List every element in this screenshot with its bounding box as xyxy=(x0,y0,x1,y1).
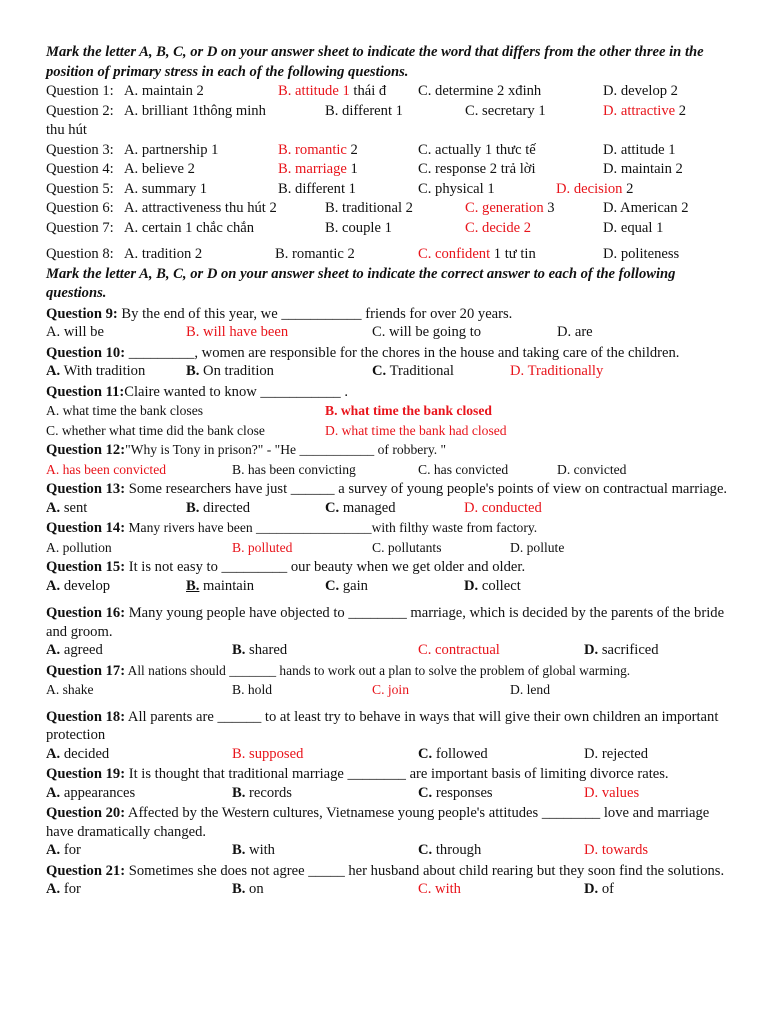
option-a: A. sent xyxy=(46,499,88,516)
option-a: A. pollution xyxy=(46,539,112,555)
option-a: A. shake xyxy=(46,682,94,697)
option-c: C. actually 1 thưc tế xyxy=(418,141,536,158)
option-b: B. what time the bank closed xyxy=(325,403,492,418)
option-c: C. gain xyxy=(325,577,368,594)
option-d: D. values xyxy=(584,784,640,801)
question-label: Question 6: xyxy=(46,200,114,216)
option-c: C. generation 3 xyxy=(465,200,555,216)
option-b: B. couple 1 xyxy=(325,219,392,236)
option-a: A. for xyxy=(46,881,81,897)
options-row-17 xyxy=(46,680,736,700)
option-b: B. shared xyxy=(232,642,288,658)
question-stem-16: Question 16: Many young people have objected to ________ marriage, which is decided by the parents of the bride and groom. xyxy=(46,605,725,640)
options-row-13 xyxy=(46,499,736,519)
option-c: C. decide 2 xyxy=(465,219,532,236)
option-c: C. response 2 trả lời xyxy=(418,161,536,177)
question-row-1 xyxy=(46,82,736,102)
options-row-9 xyxy=(46,323,736,343)
option-d: D. convicted xyxy=(557,461,627,477)
option-a: A. partnership 1 xyxy=(124,141,219,158)
option-a: A. agreed xyxy=(46,642,103,658)
option-c: C. with xyxy=(418,881,461,897)
worksheet-page xyxy=(46,43,736,900)
options-row-14 xyxy=(46,538,736,558)
section2-instruction: Mark the letter A, B, C, or D on your answer sheet to indicate the correct answer to each of the following questions. xyxy=(46,265,676,301)
question-row-7 xyxy=(46,219,736,239)
option-a: A. brilliant 1thông minh xyxy=(124,102,266,119)
option-d: D. towards xyxy=(584,842,649,858)
options-row-18 xyxy=(46,745,736,765)
option-b: B. On tradition xyxy=(186,363,274,379)
option-a: A. believe 2 xyxy=(124,161,195,177)
option-a: A. attractiveness thu hút 2 xyxy=(124,200,277,216)
option-c: C. Traditional xyxy=(372,363,454,379)
question-stem-13: Question 13: Some researchers have just ______ a survey of young people's points of view on contractual marriage. xyxy=(46,481,728,497)
option-a: A. summary 1 xyxy=(124,180,208,197)
option-a: A. will be xyxy=(46,324,104,340)
option-d: D. decision 2 xyxy=(556,180,634,197)
options-row-11b xyxy=(46,421,736,441)
question-stem-18: Question 18: All parents are ______ to at least try to behave in ways that will give their own children an important protection xyxy=(46,708,719,743)
option-d: D. American 2 xyxy=(603,200,689,216)
option-a: A. develop xyxy=(46,577,111,594)
option-a: A. decided xyxy=(46,745,110,762)
option-c: C. determine 2 xđinh xyxy=(418,83,542,99)
question-stem-20: Question 20: Affected by the Western cultures, Vietnamese young people's attitudes ________ love and marriage have dramatically changed. xyxy=(46,805,710,840)
question-stem-9: Question 9: By the end of this year, we ___________ friends for over 20 years. xyxy=(46,305,513,322)
question-stem-10: Question 10: _________, women are responsible for the chores in the house and taking care of the children. xyxy=(46,344,680,361)
question-row-5 xyxy=(46,180,736,200)
option-a: A. has been convicted xyxy=(46,461,167,477)
option-d-note: thu hút xyxy=(46,122,87,138)
option-c: C. join xyxy=(372,682,410,697)
question-row-4 xyxy=(46,160,736,180)
options-row-21 xyxy=(46,880,736,900)
options-row-15 xyxy=(46,577,736,597)
option-c: C. secretary 1 xyxy=(465,102,546,119)
option-d: D. rejected xyxy=(584,745,649,762)
option-b: B. romantic 2 xyxy=(275,246,355,262)
option-d: D. pollute xyxy=(510,539,565,555)
question-stem-19: Question 19: It is thought that traditional marriage ________ are important basis of limiting divorce rates. xyxy=(46,766,669,782)
option-a: A. With tradition xyxy=(46,363,146,379)
option-d: D. politeness xyxy=(603,246,680,262)
option-c: C. pollutants xyxy=(372,539,442,555)
options-row-12 xyxy=(46,460,736,480)
question-row-8 xyxy=(46,245,736,265)
option-c: C. confident 1 tư tin xyxy=(418,246,536,262)
option-c: C. responses xyxy=(418,784,493,801)
option-d: D. attractive 2 xyxy=(603,102,687,119)
option-b: B. will have been xyxy=(186,324,289,340)
option-a: A. for xyxy=(46,842,81,858)
options-row-16 xyxy=(46,641,736,661)
option-c: C. whether what time did the bank close xyxy=(46,422,265,438)
option-c: C. has convicted xyxy=(418,461,509,477)
option-d: D. sacrificed xyxy=(584,642,659,658)
option-c: C. followed xyxy=(418,745,488,762)
question-stem-11: Question 11:Claire wanted to know ___________ . xyxy=(46,383,348,400)
option-b: B. on xyxy=(232,881,264,897)
option-d: D. of xyxy=(584,881,615,897)
question-row-3 xyxy=(46,141,736,161)
option-d: D. attitude 1 xyxy=(603,141,676,158)
question-stem-12: Question 12:"Why is Tony in prison?" - "He ___________ of robbery. " xyxy=(46,442,447,458)
question-row-2-cont xyxy=(46,121,736,141)
option-c: C. managed xyxy=(325,499,396,516)
option-a: A. tradition 2 xyxy=(124,246,203,262)
option-d: D. develop 2 xyxy=(603,83,678,99)
question-label: Question 7: xyxy=(46,219,114,236)
options-row-20 xyxy=(46,841,736,861)
option-d: D. conducted xyxy=(464,499,542,516)
options-row-10 xyxy=(46,362,736,382)
option-b: B. maintain xyxy=(186,577,255,594)
question-stem-14: Question 14: Many rivers have been _________________with filthy waste from factory. xyxy=(46,520,538,536)
option-b: B. romantic 2 xyxy=(278,141,358,158)
option-a: A. certain 1 chắc chắn xyxy=(124,219,255,236)
option-d: D. collect xyxy=(464,577,521,594)
option-a: A. what time the bank closes xyxy=(46,403,204,418)
question-label: Question 8: xyxy=(46,246,114,262)
option-b: B. different 1 xyxy=(278,180,356,197)
option-b: B. polluted xyxy=(232,539,293,555)
option-b: B. has been convicting xyxy=(232,461,356,477)
question-label: Question 5: xyxy=(46,180,114,197)
option-d: D. equal 1 xyxy=(603,219,664,236)
question-row-2 xyxy=(46,102,736,122)
question-label: Question 2: xyxy=(46,102,114,119)
question-stem-21: Question 21: Sometimes she does not agree _____ her husband about child rearing but they soon find the solutions. xyxy=(46,862,725,879)
question-label: Question 1: xyxy=(46,83,114,99)
option-c: C. through xyxy=(418,842,482,858)
option-b: B. directed xyxy=(186,499,251,516)
option-c: C. physical 1 xyxy=(418,180,495,197)
options-row-19 xyxy=(46,784,736,804)
option-b: B. hold xyxy=(232,682,273,697)
question-row-6 xyxy=(46,199,736,219)
question-label: Question 4: xyxy=(46,161,114,177)
option-c: C. contractual xyxy=(418,642,500,658)
option-d: D. are xyxy=(557,324,593,340)
question-label: Question 3: xyxy=(46,141,114,158)
option-d: D. lend xyxy=(510,682,551,697)
option-b: B. traditional 2 xyxy=(325,200,413,216)
section1-instruction: Mark the letter A, B, C, or D on your answer sheet to indicate the word that differs from the other three in the position of primary stress in each of the following questions. xyxy=(46,44,704,80)
option-a: A. appearances xyxy=(46,784,136,801)
option-b: B. different 1 xyxy=(325,102,403,119)
option-d: D. what time the bank had closed xyxy=(325,422,507,438)
option-d: D. Traditionally xyxy=(510,363,604,379)
option-b: B. records xyxy=(232,784,292,801)
option-b: B. with xyxy=(232,842,275,858)
option-b: B. supposed xyxy=(232,745,304,762)
option-c: C. will be going to xyxy=(372,324,482,340)
option-a: A. maintain 2 xyxy=(124,83,204,99)
question-stem-17: Question 17: All nations should _______ hands to work out a plan to solve the problem of global warming. xyxy=(46,662,631,679)
question-stem-15: Question 15: It is not easy to _________ our beauty when we get older and older. xyxy=(46,559,526,575)
option-d: D. maintain 2 xyxy=(603,161,683,177)
options-row-11a xyxy=(46,401,736,421)
option-b: B. attitude 1 thái đ xyxy=(278,83,387,99)
option-b: B. marriage 1 xyxy=(278,161,358,177)
